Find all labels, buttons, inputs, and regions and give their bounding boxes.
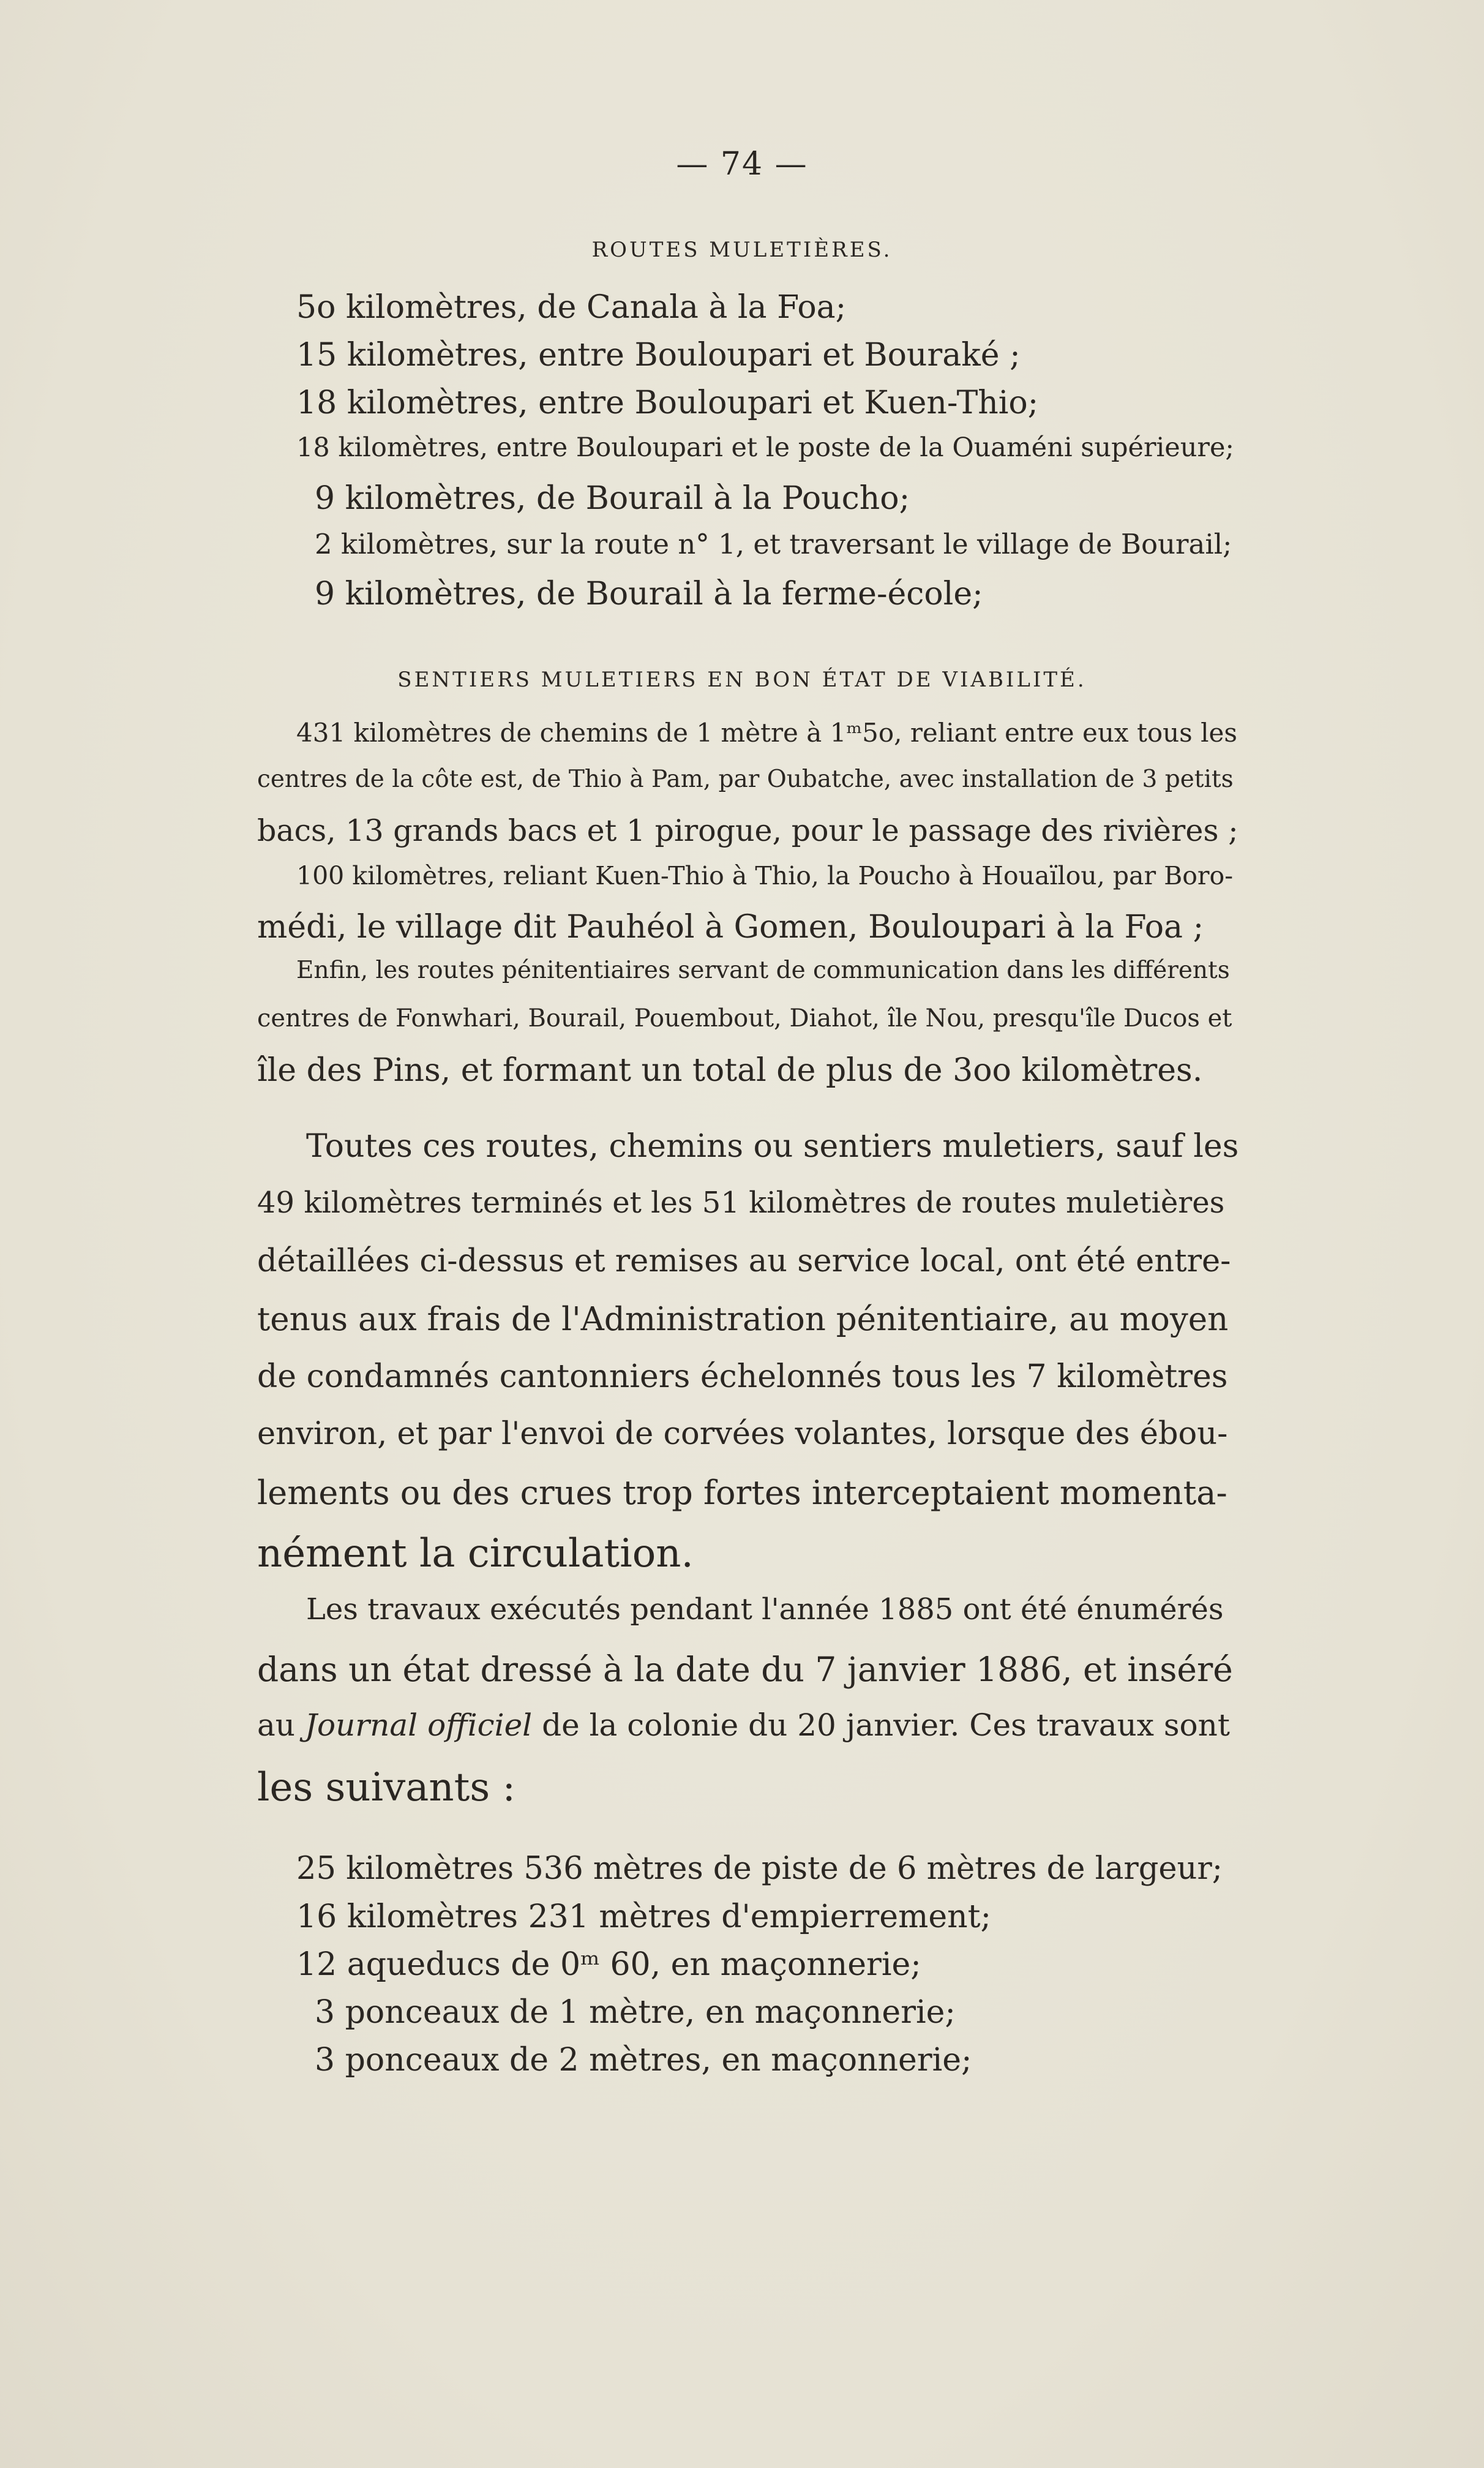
- paragraph-line: dans un état dressé à la date du 7 janvier 1886, et inséré: [257, 1650, 1233, 1689]
- list-item: 2 kilomètres, sur la route n° 1, et traversant le village de Bourail;: [315, 528, 1232, 560]
- list-item: 5o kilomètres, de Canala à la Foa;: [296, 289, 847, 326]
- list-item: 9 kilomètres, de Bourail à la ferme-école;: [315, 576, 983, 612]
- journal-title: Journal officiel: [304, 1707, 533, 1743]
- list-item: 16 kilomètres 231 mètres d'empierrement;: [296, 1898, 992, 1935]
- list-item: 15 kilomètres, entre Bouloupari et Bouraké ;: [296, 337, 1021, 374]
- paragraph-line: tenus aux frais de l'Administration pénitentiaire, au moyen: [257, 1301, 1229, 1338]
- paragraph-line: les suivants :: [257, 1765, 516, 1810]
- paragraph-line: [257, 1707, 1230, 1743]
- text-line: centres de Fonwhari, Bourail, Pouembout, Diahot, île Nou, presqu'île Ducos et: [257, 1004, 1232, 1033]
- paragraph-line: environ, et par l'envoi de corvées volantes, lorsque des ébou-: [257, 1416, 1228, 1452]
- paragraph-line: Les travaux exécutés pendant l'année 1885 ont été énumérés: [306, 1592, 1224, 1627]
- text-line: médi, le village dit Pauhéol à Gomen, Bouloupari à la Foa ;: [257, 909, 1204, 946]
- text-line: 431 kilomètres de chemins de 1 mètre à 1ᵐ5o, reliant entre eux tous les: [296, 718, 1237, 748]
- list-item: 18 kilomètres, entre Bouloupari et Kuen-Thio;: [296, 385, 1039, 421]
- text-line: bacs, 13 grands bacs et 1 pirogue, pour le passage des rivières ;: [257, 813, 1239, 848]
- paragraph-line: lements ou des crues trop fortes interceptaient momenta-: [257, 1473, 1227, 1512]
- section-heading-routes: ROUTES MULETIÈRES.: [591, 238, 893, 262]
- text-line: île des Pins, et formant un total de plus de 3oo kilomètres.: [257, 1052, 1203, 1089]
- list-item: 25 kilomètres 536 mètres de piste de 6 mètres de largeur;: [296, 1851, 1223, 1887]
- section-heading-sentiers: SENTIERS MULETIERS EN BON ÉTAT DE VIABILITÉ.: [397, 668, 1087, 692]
- text-line: centres de la côte est, de Thio à Pam, par Oubatche, avec installation de 3 petits: [257, 766, 1234, 793]
- list-item: 12 aqueducs de 0ᵐ 60, en maçonnerie;: [296, 1946, 921, 1983]
- paragraph-line: 49 kilomètres terminés et les 51 kilomètres de routes muletières: [257, 1186, 1225, 1220]
- list-item: 9 kilomètres, de Bourail à la Poucho;: [315, 480, 910, 517]
- paragraph-line: Toutes ces routes, chemins ou sentiers muletiers, sauf les: [306, 1128, 1239, 1165]
- list-item: 18 kilomètres, entre Bouloupari et le poste de la Ouaméni supérieure;: [296, 432, 1234, 463]
- text-fragment: au: [257, 1707, 296, 1743]
- text-fragment: de la colonie du 20 janvier. Ces travaux sont: [542, 1707, 1230, 1743]
- list-item: 3 ponceaux de 2 mètres, en maçonnerie;: [315, 2042, 972, 2079]
- paragraph-line: de condamnés cantonniers échelonnés tous les 7 kilomètres: [257, 1358, 1228, 1395]
- page-number: — 74 —: [676, 146, 808, 182]
- list-item: 3 ponceaux de 1 mètre, en maçonnerie;: [315, 1994, 956, 2031]
- text-line: Enfin, les routes pénitentiaires servant de communication dans les différents: [296, 957, 1230, 984]
- text-line: 100 kilomètres, reliant Kuen-Thio à Thio, la Poucho à Houaïlou, par Boro-: [296, 861, 1234, 890]
- paragraph-line: nément la circulation.: [257, 1531, 694, 1576]
- paragraph-line: détaillées ci-dessus et remises au service local, ont été entre-: [257, 1243, 1231, 1279]
